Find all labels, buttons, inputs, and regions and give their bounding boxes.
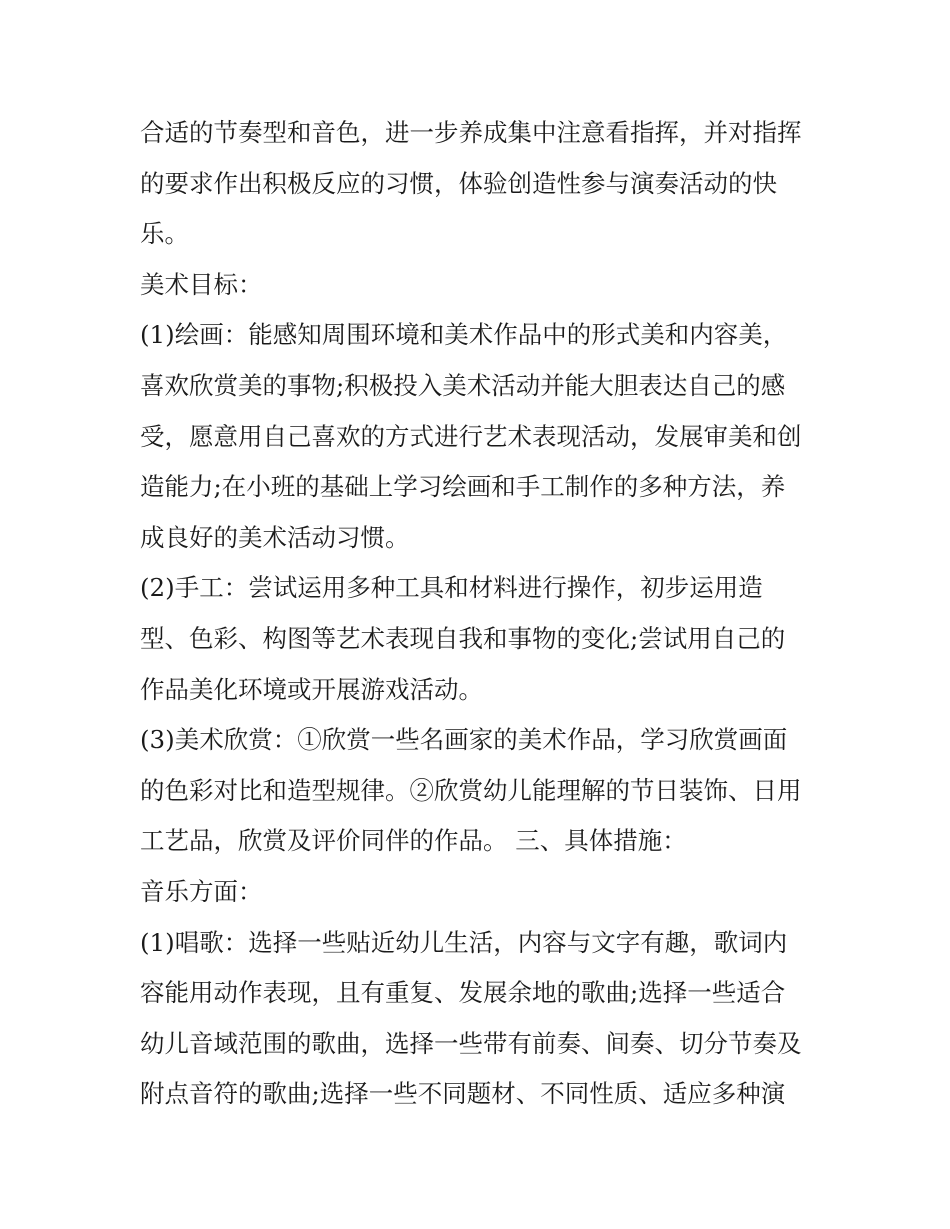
text-line-19: 幼儿音域范围的歌曲，选择一些带有前奏、间奏、切分节奏及 xyxy=(140,1028,802,1058)
text-line-1: 合适的节奏型和音色，进一步养成集中注意看指挥，并对指挥 xyxy=(140,118,802,147)
text-line-6: 喜欢欣赏美的事物;积极投入美术活动并能大胆表达自己的感 xyxy=(140,370,786,400)
text-line-9: 成良好的美术活动习惯。 xyxy=(140,522,410,552)
text-line-3: 乐。 xyxy=(140,219,189,249)
text-line-20: 附点音符的歌曲;选择一些不同题材、不同性质、适应多种演 xyxy=(140,1079,786,1109)
text-line-17: (1)唱歌：选择一些贴近幼儿生活，内容与文字有趣，歌词内 xyxy=(140,927,788,957)
text-line-12: 作品美化环境或开展游戏活动。 xyxy=(140,674,483,704)
section-heading-art-goals: 美术目标： xyxy=(140,269,263,299)
text-line-15: 工艺品，欣赏及评价同伴的作品。 三、具体措施： xyxy=(140,826,687,856)
text-line-11: 型、色彩、构图等艺术表现自我和事物的变化;尝试用自己的 xyxy=(140,623,786,653)
text-line-13: (3)美术欣赏：①欣赏一些名画家的美术作品，学习欣赏画面 xyxy=(140,725,788,755)
text-line-2: 的要求作出积极反应的习惯，体验创造性参与演奏活动的快 xyxy=(140,168,777,198)
text-line-8: 造能力;在小班的基础上学习绘画和手工制作的多种方法，养 xyxy=(140,472,786,502)
text-line-7: 受，愿意用自己喜欢的方式进行艺术表现活动，发展审美和创 xyxy=(140,421,802,451)
text-line-5: (1)绘画：能感知周围环境和美术作品中的形式美和内容美， xyxy=(140,320,788,350)
document-body xyxy=(140,108,820,1120)
text-line-18: 容能用动作表现，且有重复、发展余地的歌曲;选择一些适合 xyxy=(140,978,786,1008)
section-heading-music: 音乐方面： xyxy=(140,876,263,906)
text-line-10: (2)手工：尝试运用多种工具和材料进行操作，初步运用造 xyxy=(140,573,763,603)
text-line-14: 的色彩对比和造型规律。②欣赏幼儿能理解的节日装饰、日用 xyxy=(140,775,802,805)
